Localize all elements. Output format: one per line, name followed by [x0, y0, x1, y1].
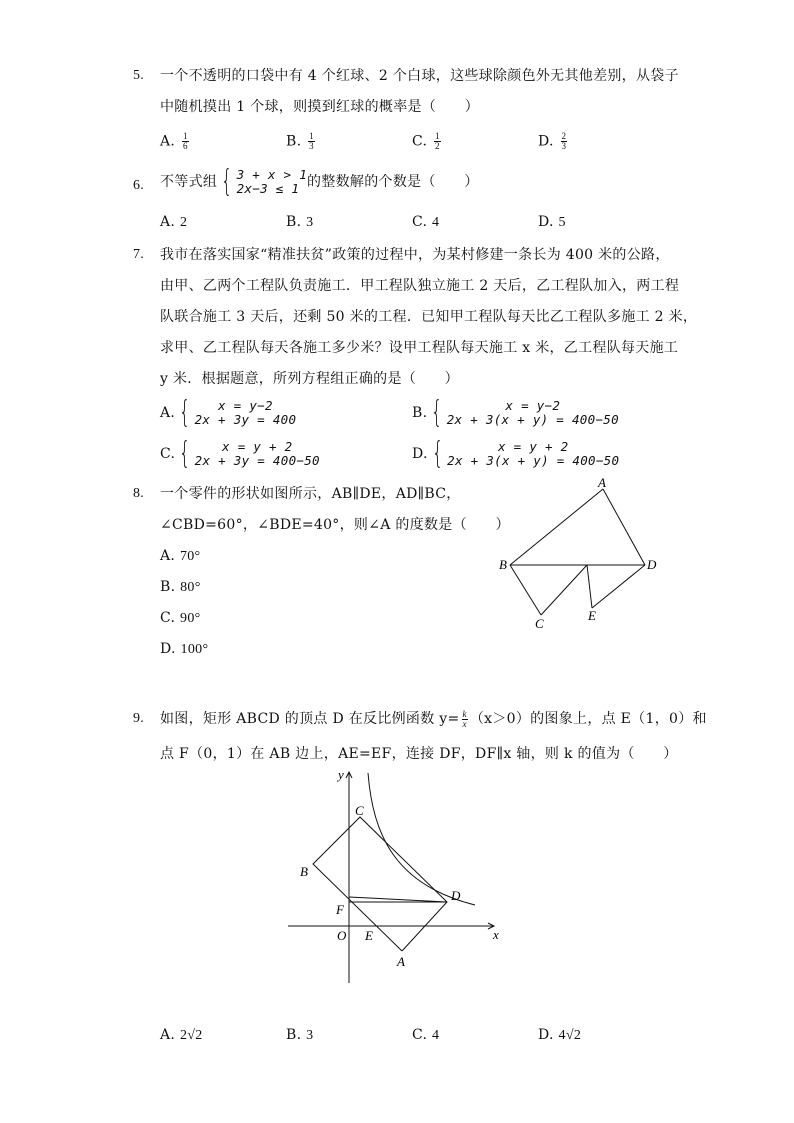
label-e: E	[588, 608, 596, 623]
label-a: A	[598, 475, 606, 490]
inequality-system: 3 + x > 1 2x−3 ≤ 1	[236, 167, 308, 196]
label-d: D	[451, 888, 461, 903]
q7-text-line3: 队联合施工 3 天后，还剩 50 米的工程．已知甲工程队每天比乙工程队多施工 2 米，	[160, 309, 698, 325]
segment-ad	[603, 489, 645, 565]
segment-ed	[592, 565, 645, 608]
q6-suffix: 的整数解的个数是（ ）	[307, 174, 479, 190]
label-c: C	[355, 803, 364, 818]
option-label: C.	[412, 133, 428, 150]
q6-text	[160, 165, 479, 199]
option-label: B.	[286, 133, 302, 150]
q7-text-line2: 由甲、乙两个工程队负责施工．甲工程队独立施工 2 天后，乙工程队加入，两工程	[160, 278, 680, 294]
q8-figure	[495, 475, 665, 635]
q7-text-line5: y 米．根据题意，所列方程组正确的是（ ）	[160, 371, 459, 387]
q8-number: 8.	[133, 486, 145, 501]
q6-option-b[interactable]: B. 3	[286, 214, 314, 230]
label-b: B	[499, 557, 507, 572]
fraction: $\frac{1}{3}$	[309, 131, 314, 151]
label-y: y	[338, 767, 344, 782]
q6-prefix: 不等式组	[160, 174, 218, 190]
label-a: A	[397, 954, 405, 969]
q5-option-b[interactable]	[286, 132, 317, 151]
label-d: D	[647, 557, 657, 572]
brace-icon: {	[179, 436, 191, 471]
equation-system: x = y−2 2x + 3y = 400	[194, 398, 297, 427]
brace-icon: {	[179, 395, 191, 430]
fraction: $\frac{1}{2}$	[435, 131, 440, 151]
q7-number: 7.	[133, 247, 145, 262]
q7-text-line4: 求甲、乙工程队每天各施工多少米？设甲工程队每天施工 x 米，乙工程队每天施工	[160, 340, 679, 356]
fraction: $\frac{1}{6}$	[182, 131, 188, 151]
q8-option-d[interactable]: D. 100°	[160, 641, 209, 657]
q9-text-line2: 点 F（0，1）在 AB 边上，AE=EF，连接 DF，DF∥x 轴，则 k 的值为（ ）	[160, 746, 678, 762]
q8-text-line1: 一个零件的形状如图所示，AB∥DE，AD∥BC，	[160, 486, 461, 502]
q9-text-line1: 如图，矩形 ABCD 的顶点 D 在反比例函数 y= $\frac{k}{x}$ （x＞0）的图象上，点 E（1，0）和	[160, 708, 707, 729]
label-x: x	[493, 927, 499, 942]
label-c: C	[535, 616, 544, 631]
q5-text-line2: 中随机摸出 1 个球，则摸到红球的概率是（ ）	[160, 99, 480, 115]
segment-notch-e	[587, 565, 592, 608]
q7-option-a[interactable]: A. { x = y−2 2x + 3y = 400	[160, 395, 297, 430]
q7-option-c[interactable]: C. { x = y + 2 2x + 3y = 400−50	[160, 436, 320, 471]
q6-option-c[interactable]: C. 4	[412, 214, 440, 230]
q9-option-c[interactable]: C. 4	[412, 1027, 440, 1043]
label-o: O	[337, 928, 347, 943]
equation-system: x = y + 2 2x + 3y = 400−50	[194, 439, 320, 468]
segment-bc	[510, 565, 541, 615]
q8-option-c[interactable]: C. 90°	[160, 610, 201, 626]
q6-number: 6.	[133, 178, 145, 193]
label-f: F	[336, 902, 344, 917]
equation-system: x = y−2 2x + 3(x + y) = 400−50	[446, 398, 619, 427]
segment-ab	[510, 489, 603, 565]
q6-option-d[interactable]: D. 5	[538, 214, 566, 230]
q5-text-line1: 一个不透明的口袋中有 4 个红球、2 个白球，这些球除颜色外无其他差别，从袋子	[160, 68, 679, 84]
q5-option-a[interactable]	[160, 132, 191, 151]
q5-option-c[interactable]	[412, 132, 443, 151]
q7-option-b[interactable]: B. { x = y−2 2x + 3(x + y) = 400−50	[412, 395, 619, 430]
q9-option-a[interactable]: A. 2√2	[160, 1027, 203, 1043]
q5-option-d[interactable]	[538, 132, 569, 151]
q8-option-b[interactable]: B. 80°	[160, 579, 201, 595]
q7-option-d[interactable]: D. { x = y + 2 2x + 3(x + y) = 400−50	[412, 436, 620, 471]
brace-icon: {	[221, 164, 233, 199]
equation-system: x = y + 2 2x + 3(x + y) = 400−50	[447, 439, 620, 468]
q7-text-line1: 我市在落实国家“精准扶贫”政策的过程中，为某村修建一条长为 400 米的公路，	[160, 247, 670, 263]
q8-option-a[interactable]: A. 70°	[160, 548, 201, 564]
segment-fd-upper	[349, 897, 447, 902]
q5-number: 5.	[133, 68, 145, 83]
brace-icon: {	[431, 436, 444, 471]
label-b: B	[300, 864, 308, 879]
q9-option-d[interactable]: D. 4√2	[538, 1027, 582, 1043]
option-label: A.	[160, 133, 176, 150]
hyperbola-curve	[368, 773, 475, 905]
q9-option-b[interactable]: B. 3	[286, 1027, 314, 1043]
fraction: $\frac{k}{x}$	[462, 708, 467, 729]
label-e: E	[365, 928, 373, 943]
q6-option-a[interactable]: A. 2	[160, 214, 188, 230]
rectangle-abcd	[313, 817, 447, 951]
option-label: D.	[538, 133, 554, 150]
q9-number: 9.	[133, 711, 145, 726]
fraction: $\frac{2}{3}$	[561, 131, 567, 151]
brace-icon: {	[431, 395, 443, 430]
q8-text-line2: ∠CBD=60°，∠BDE=40°，则∠A 的度数是（ ）	[160, 517, 510, 533]
segment-c-notch	[541, 565, 587, 615]
q9-figure	[285, 765, 505, 990]
